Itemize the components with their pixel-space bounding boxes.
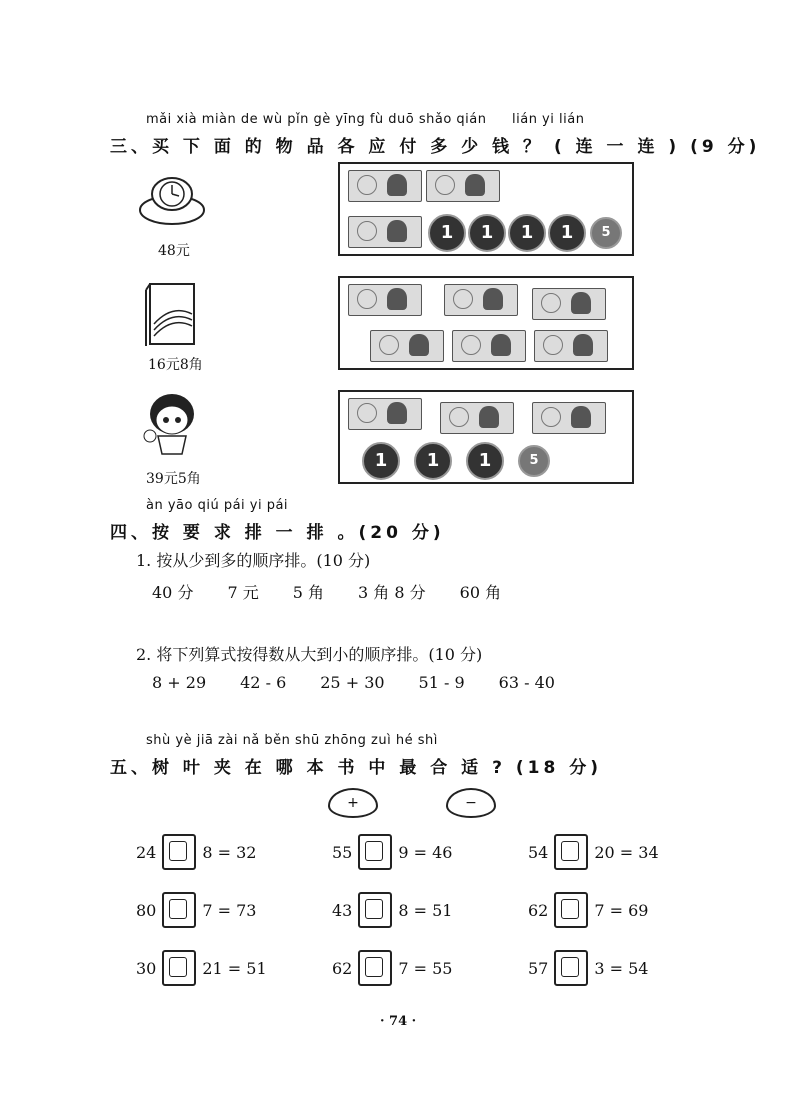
girl-doll-icon [136,388,206,464]
banknote-20 [348,284,422,316]
banknote-20 [348,170,422,202]
q2-text: 2. 将下列算式按得数从大到小的顺序排。(10 分) [136,645,483,664]
q1-item: 60 角 [459,583,502,602]
banknote-1 [532,288,606,320]
section3-pinyin: mǎi xià miàn de wù pǐn gè yīng fù duō shǎo qián [146,112,487,127]
banknote-5 [348,216,422,248]
book-slot-icon[interactable] [554,892,588,928]
eq-left: 43 [332,900,353,920]
eq-right: 8 = 51 [398,900,453,920]
money-box-1[interactable] [338,162,634,256]
section3-title: 三、买 下 面 的 物 品 各 应 付 多 少 钱 ？ ( 连 一 连 ) (9 分) [110,137,761,157]
banknote-10 [426,170,500,202]
item-price-2: 16元8角 [148,357,203,373]
equation [528,892,648,928]
book-icon [144,280,198,350]
leaf-plus-icon[interactable]: + [328,788,378,818]
q1-item: 5 角 [292,583,325,602]
book-slot-icon[interactable] [358,892,392,928]
q1-item: 7 元 [227,583,259,602]
equation [332,892,452,928]
banknote-10 [348,398,422,430]
book-slot-icon[interactable] [162,950,196,986]
eq-left: 62 [528,900,549,920]
eq-left: 54 [528,842,549,862]
q2-item: 25 + 30 [320,673,385,692]
q2-item: 8 + 29 [152,673,207,692]
equation [136,950,267,986]
banknote-1 [370,330,444,362]
eq-right: 8 = 32 [202,842,257,862]
q2-item: 42 - 6 [240,673,287,692]
eq-left: 62 [332,958,353,978]
eq-right: 7 = 73 [202,900,257,920]
eq-right: 3 = 54 [594,958,649,978]
book-slot-icon[interactable] [358,950,392,986]
book-slot-icon[interactable] [358,834,392,870]
equation [136,834,256,870]
q2-item: 63 - 40 [498,673,555,692]
equation [528,950,648,986]
coin-5-jiao: 5 [590,217,622,249]
book-slot-icon[interactable] [554,950,588,986]
section5-pinyin: shù yè jiā zài nǎ běn shū zhōng zuì hé shì [146,733,438,748]
coin-1-yuan: 1 [548,214,586,252]
leaf-minus-icon[interactable]: − [446,788,496,818]
book-slot-icon[interactable] [162,834,196,870]
section4-pinyin: àn yāo qiú pái yi pái [146,498,289,513]
eq-left: 80 [136,900,157,920]
banknote-20 [444,284,518,316]
coin-1-yuan: 1 [414,442,452,480]
q2-item: 51 - 9 [418,673,465,692]
banknote-1 [534,330,608,362]
q1-items [152,580,501,603]
banknote-1 [532,402,606,434]
money-box-2[interactable] [338,276,634,370]
eq-right: 7 = 69 [594,900,649,920]
section4-title: 四、按 要 求 排 一 排 。(20 分) [110,523,445,543]
coin-1-yuan: 1 [362,442,400,480]
eq-right: 20 = 34 [594,842,659,862]
coin-1-yuan: 1 [466,442,504,480]
eq-right: 7 = 55 [398,958,453,978]
equation [332,834,452,870]
eq-left: 30 [136,958,157,978]
section5-title: 五、树 叶 夹 在 哪 本 书 中 最 合 适 ? (18 分) [110,758,602,778]
q2-items [152,673,555,692]
q1-item: 3 角 8 分 [358,583,426,602]
section3-pinyin-lianyilian: lián yi lián [512,112,585,127]
banknote-1 [452,330,526,362]
coin-5-jiao: 5 [518,445,550,477]
equation [136,892,256,928]
coin-1-yuan: 1 [508,214,546,252]
item-price-1: 48元 [158,243,190,259]
book-slot-icon[interactable] [554,834,588,870]
eq-left: 55 [332,842,353,862]
banknote-1 [440,402,514,434]
coin-1-yuan: 1 [428,214,466,252]
watch-icon [134,172,210,232]
eq-right: 9 = 46 [398,842,453,862]
coin-1-yuan: 1 [468,214,506,252]
book-slot-icon[interactable] [162,892,196,928]
q1-item: 40 分 [152,583,194,602]
equation [332,950,452,986]
eq-left: 57 [528,958,549,978]
page-number: · 74 · [380,1014,417,1029]
money-box-3[interactable] [338,390,634,484]
eq-left: 24 [136,842,157,862]
equation [528,834,659,870]
item-price-3: 39元5角 [146,471,201,487]
eq-right: 21 = 51 [202,958,267,978]
q1-text: 1. 按从少到多的顺序排。(10 分) [136,551,371,570]
